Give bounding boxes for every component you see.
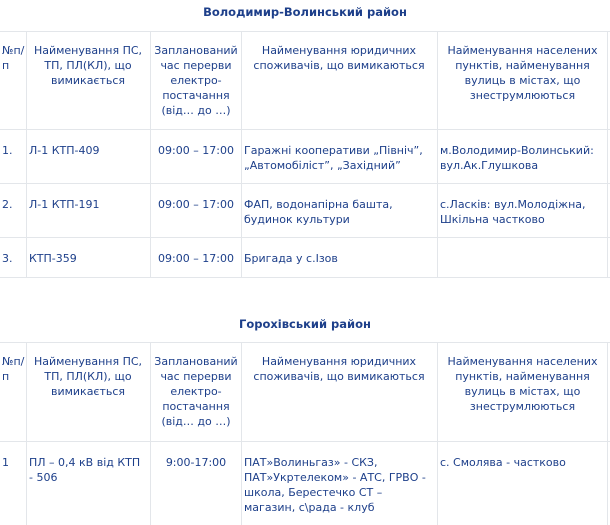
row-object: ПЛ – 0,4 кВ від КТП - 506 (29, 456, 141, 484)
row-number: 1 (2, 456, 9, 469)
divider (0, 31, 610, 32)
divider (0, 237, 610, 238)
column-divider (241, 342, 242, 525)
row-consumers: Гаражні кооперативи „Північ”, „Автомобіліст”, „Західний” (244, 144, 423, 172)
row-consumers: Бригада у с.Ізов (244, 252, 338, 265)
header-object: Найменування ПС, ТП, ПЛ(КЛ), що вимикається (33, 355, 143, 398)
header-consumers: Найменування юридичних споживачів, що вимикаються (253, 44, 425, 72)
column-divider (437, 31, 438, 277)
row-object: КТП-359 (29, 252, 77, 265)
column-divider (150, 342, 151, 525)
column-divider (607, 31, 608, 277)
column-divider (150, 31, 151, 277)
header-settlements: Найменування населених пунктів, найменування вулиць в містах, що знеструмлюються (447, 44, 598, 102)
row-time: 09:00 – 17:00 (158, 252, 234, 265)
row-time: 09:00 – 17:00 (158, 198, 234, 211)
column-divider (241, 31, 242, 277)
header-settlements: Найменування населених пунктів, найменування вулиць в містах, що знеструмлюються (447, 355, 598, 413)
column-divider (26, 342, 27, 525)
row-consumers: ФАП, водонапірна башта, будинок культури (244, 198, 393, 226)
district-title: Горохівський район (239, 317, 371, 331)
column-divider (437, 342, 438, 525)
divider (0, 183, 610, 184)
row-number: 3. (2, 252, 13, 265)
header-number: №п/п (2, 355, 25, 383)
divider (0, 342, 610, 343)
header-consumers: Найменування юридичних споживачів, що вимикаються (253, 355, 425, 383)
header-object: Найменування ПС, ТП, ПЛ(КЛ), що вимикається (33, 44, 143, 87)
row-settlements: с. Смолява - частково (440, 456, 566, 469)
header-number: №п/п (2, 44, 25, 72)
district-title: Володимир-Волинський район (203, 5, 407, 19)
row-time: 9:00-17:00 (165, 456, 227, 469)
row-consumers: ПАТ»Волиньгаз» - СКЗ, ПАТ»Укртелеком» - АТС, ГРВО - школа, Берестечко СТ – магазин, с\рада - клуб (244, 456, 426, 514)
header-time: Запланований час перерви електро- постачання (від… до …) (154, 44, 238, 117)
row-object: Л-1 КТП-191 (29, 198, 100, 211)
column-divider (607, 342, 608, 525)
header-time: Запланований час перерви електро- постачання (від… до …) (154, 355, 238, 428)
row-settlements: с.Ласків: вул.Молодіжна, Шкільна частково (440, 198, 586, 226)
row-number: 2. (2, 198, 13, 211)
column-divider (26, 31, 27, 277)
divider (0, 129, 610, 130)
row-time: 09:00 – 17:00 (158, 144, 234, 157)
divider (0, 441, 610, 442)
row-object: Л-1 КТП-409 (29, 144, 100, 157)
row-number: 1. (2, 144, 13, 157)
divider (0, 277, 610, 278)
row-settlements: м.Володимир-Волинський: вул.Ак.Глушкова (440, 144, 594, 172)
